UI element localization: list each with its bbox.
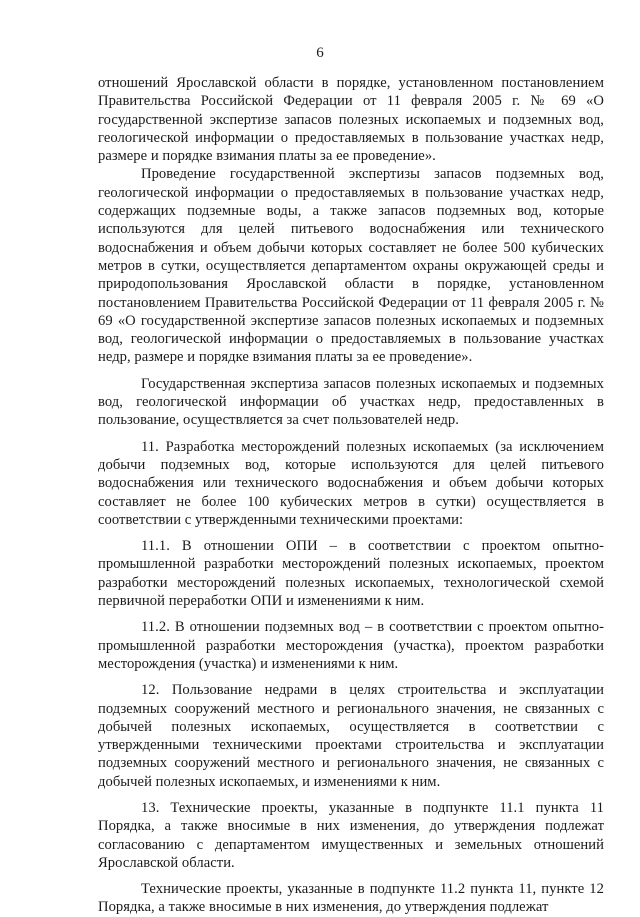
paragraph-item-13: 13. Технические проекты, указанные в подпункте 11.1 пункта 11 Порядка, а также вносимые в них изменения, до утверждения подлежат согласованию с департаментом имущественных и земельных отношений Ярославской области.: [98, 799, 604, 871]
paragraph-item-11-1: 11.1. В отношении ОПИ – в соответствии с проектом опытно-промышленной разработки месторождений полезных ископаемых, проектом разработки месторождений полезных ископаемых, технологической схемой первичной переработки ОПИ и изменениями к ним.: [98, 538, 604, 610]
paragraph-item-11-2: 11.2. В отношении подземных вод – в соответствии с проектом опытно-промышленной разработки месторождения (участка), проектом разработки месторождения (участка) и изменениями к ним.: [98, 619, 604, 672]
paragraph-item-11: 11. Разработка месторождений полезных ископаемых (за исключением добычи подземных вод, которые используются для целей питьевого водоснабжения или технического водоснабжения и объем добычи которых составляет не более 100 кубических метров в сутки) осуществляется в соответствии с утвержденными техническими проектами:: [98, 438, 604, 528]
paragraph-item-13-continued: Технические проекты, указанные в подпункте 11.2 пункта 11, пункте 12 Порядка, а также вносимые в них изменения, до утверждения подлежат: [98, 881, 604, 916]
page-number: 6: [316, 45, 324, 61]
paragraph-continuation: отношений Ярославской области в порядке, установленном постановлением Правительства Российской Федерации от 11 февраля 2005 г. № 69 «О государственной экспертизе запасов полезных ископаемых и подземных вод, геологической информации о предоставляемых в пользование участках недр, размере и порядке взимания платы за ее проведение».: [98, 75, 604, 165]
paragraph-expertise-groundwater: Проведение государственной экспертизы запасов подземных вод, геологической информации о предоставляемых в пользование участках недр, содержащих подземные воды, а также запасов подземных вод, которые используются для целей питьевого водоснабжения или технического водоснабжения и объем добычи которых составляет не более 500 кубических метров в сутки, осуществляется департаментом охраны окружающей среды и природопользования Ярославской области в порядке, установленном постановлением Правительства Российской Федерации от 11 февраля 2005 г. № 69 «О государственной экспертизе запасов полезных ископаемых и подземных вод, геологической информации о предоставляемых в пользование участках недр, размере и порядке взимания платы за ее проведение».: [98, 166, 604, 366]
paragraph-item-12: 12. Пользование недрами в целях строительства и эксплуатации подземных сооружений местного и регионального значения, не связанных с добычей полезных ископаемых, осуществляется в соответствии с утвержденными техническими проектами строительства и эксплуатации подземных сооружений местного и регионального значения, не связанных с добычей полезных ископаемых, и изменениями к ним.: [98, 682, 604, 790]
paragraph-expertise-funding: Государственная экспертиза запасов полезных ископаемых и подземных вод, геологической информации об участках недр, предоставленных в пользование, осуществляется за счет пользователей недр.: [98, 375, 604, 429]
document-body: [98, 74, 604, 917]
